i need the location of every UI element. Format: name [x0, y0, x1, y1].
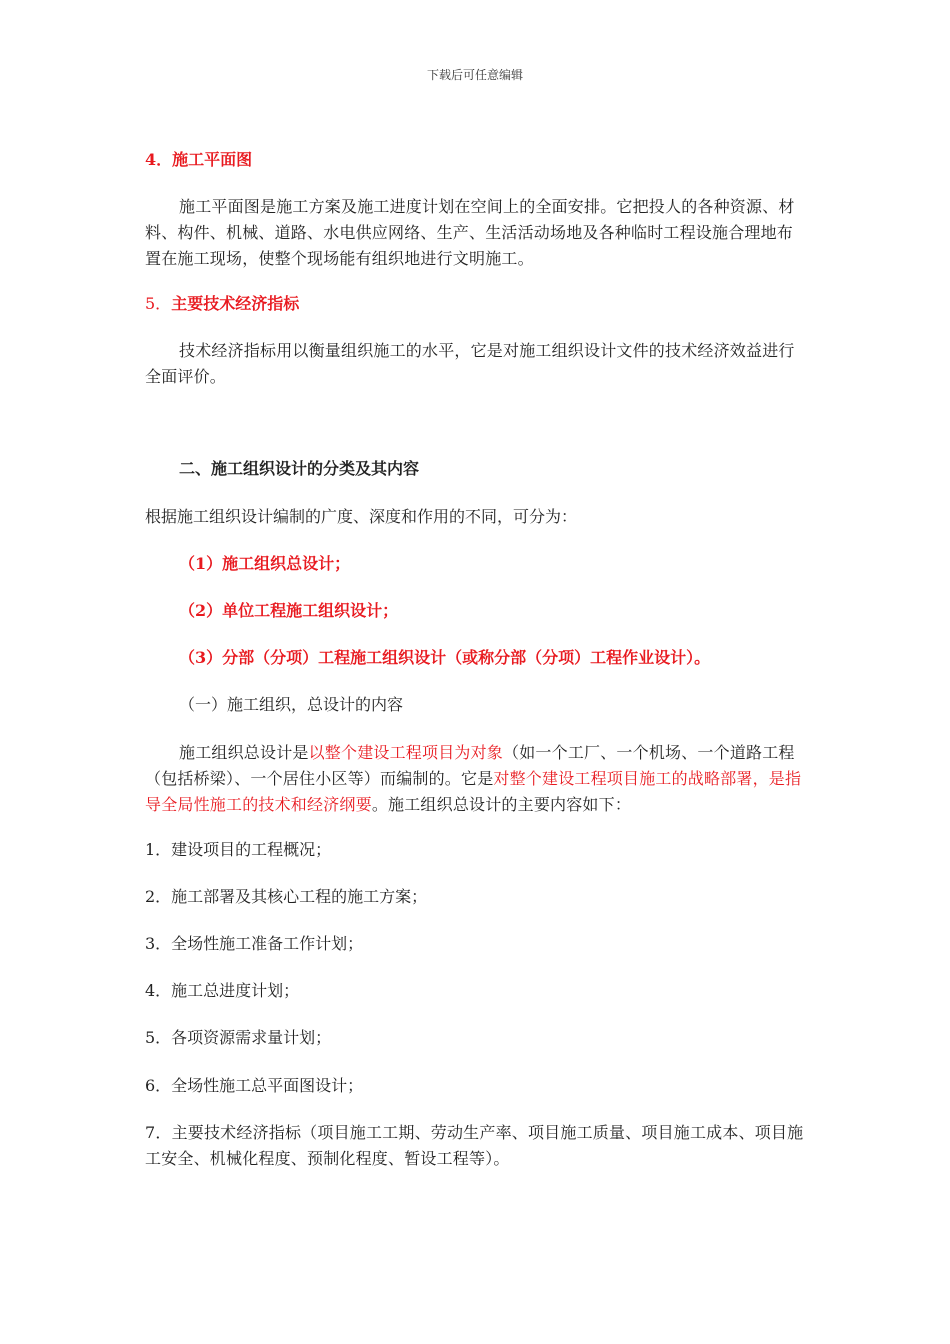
section-two-intro: 根据施工组织设计编制的广度、深度和作用的不同，可分为： — [145, 507, 578, 526]
page-header: 下载后可任意编辑 — [426, 68, 523, 82]
content-item-7: 7．主要技术经济指标（项目施工工期、劳动生产率、项目施工质量、项目施工成本、项目施工安全、机械化程度、预制化程度、暂设工程等）。 — [145, 1123, 804, 1168]
paragraph-highlight-2: 对整个建设工程项目施工的战略部署，是指导全局性施工的技术和经济纲要 — [145, 769, 802, 814]
section-4-heading: 4．施工平面图 — [145, 150, 253, 169]
section-5-heading — [145, 291, 807, 317]
section-5-paragraph: 技术经济指标用以衡量组织施工的水平，它是对施工组织设计文件的技术经济效益进行全面评价。 — [145, 341, 795, 386]
section-5-number: 5． — [145, 294, 172, 313]
paragraph-highlight-1: 以整个建设工程项目为对象 — [308, 743, 504, 762]
paragraph-text-3: 。施工组织总设计的主要内容如下： — [371, 795, 632, 814]
type-item-3: （3）分部（分项）工程施工组织设计（或称分部（分项）工程作业设计）。 — [179, 648, 711, 667]
content-item-4: 4．施工总进度计划； — [145, 981, 300, 1000]
type-item-2: （2）单位工程施工组织设计； — [179, 601, 399, 620]
content-item-3: 3．全场性施工准备工作计划； — [145, 934, 364, 953]
general-design-paragraph — [145, 740, 807, 818]
subheading-general-design: （一）施工组织，总设计的内容 — [179, 695, 404, 714]
content-item-6: 6．全场性施工总平面图设计； — [145, 1076, 364, 1095]
paragraph-text-1: 施工组织总设计是 — [179, 743, 309, 762]
content-item-2: 2．施工部署及其核心工程的施工方案； — [145, 887, 428, 906]
section-two-heading: 二、施工组织设计的分类及其内容 — [179, 459, 420, 478]
section-4-paragraph: 施工平面图是施工方案及施工进度计划在空间上的全面安排。它把投人的各种资源、材料、构件、机械、道路、水电供应网络、生产、生活活动场地及各种临时工程设施合理地布置在施工现场，使整个现场能有组织地进行文明施工。 — [145, 197, 795, 268]
paragraph-text-2: （如一个工厂、一个机场、一个道路工程（包括桥梁）、一个居住小区等）而编制的。它是 — [145, 743, 795, 788]
type-item-1: （1）施工组织总设计； — [179, 554, 351, 573]
content-item-1: 1．建设项目的工程概况； — [145, 840, 332, 859]
content-item-5: 5．各项资源需求量计划； — [145, 1028, 332, 1047]
section-5-title: 主要技术经济指标 — [171, 294, 300, 313]
